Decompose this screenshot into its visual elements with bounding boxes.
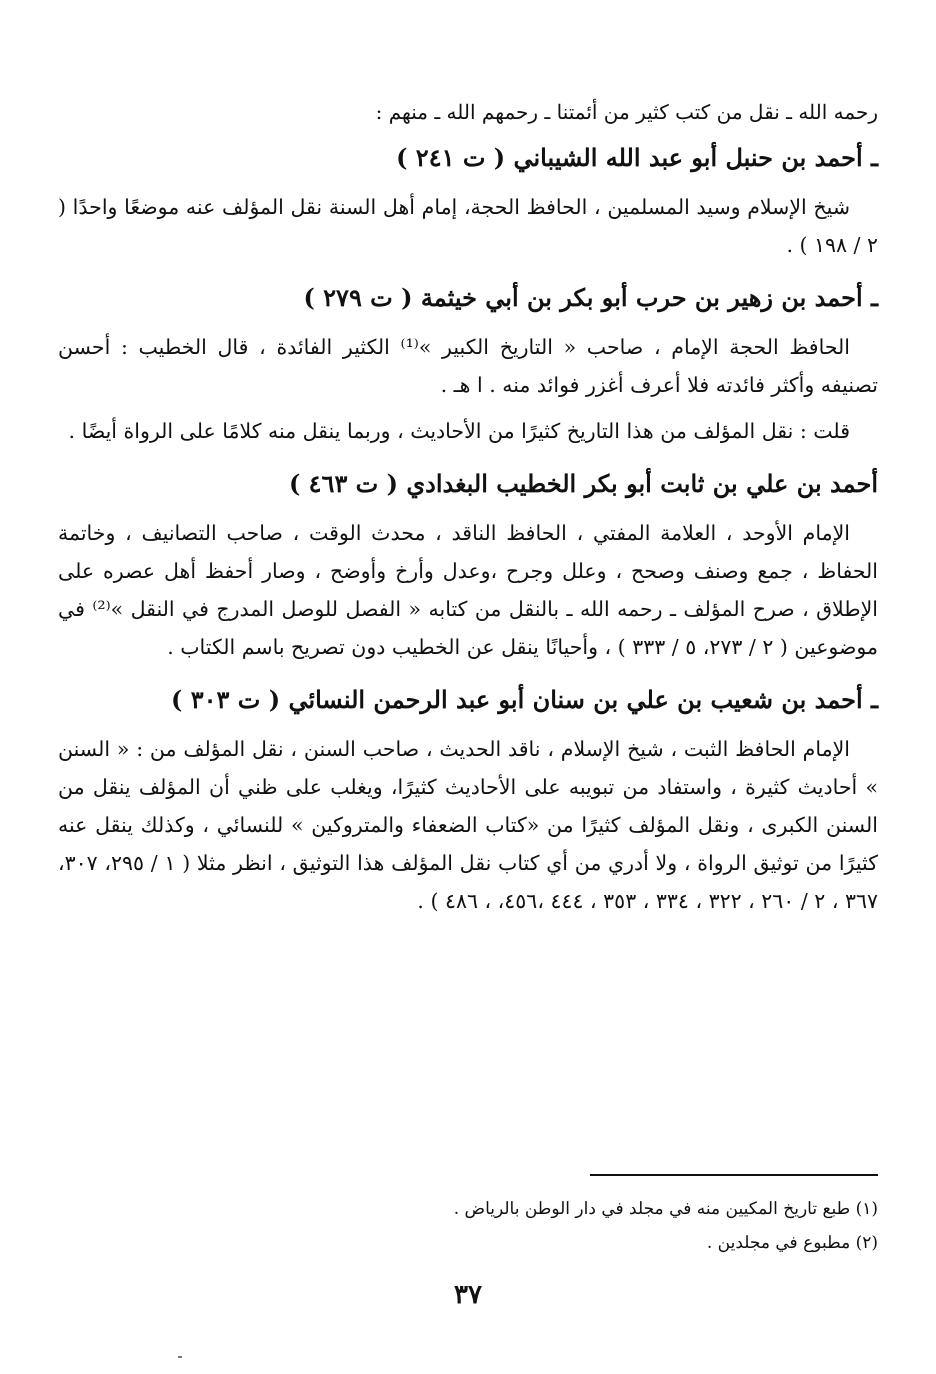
page-number: ٣٧: [454, 1280, 482, 1310]
entry-heading: ـ أحمد بن حنبل أبو عبد الله الشيباني ( ت ٢٤١ ): [396, 143, 878, 172]
entry-paragraph: قلت : نقل المؤلف من هذا التاريخ كثيرًا من الأحاديث ، وربما ينقل منه كلامًا على الرواة أيضًا .: [68, 419, 850, 443]
entry-heading: ـ أحمد بن زهير بن حرب أبو بكر بن أبي خيثمة ( ت ٢٧٩ ): [303, 283, 878, 312]
intro-line: رحمه الله ـ نقل من كتب كثير من أئمتنا ـ رحمهم الله ـ منهم :: [375, 100, 878, 124]
entry-paragraph: الإمام الأوحد ، العلامة المفتي ، الحافظ الناقد ، محدث الوقت ، صاحب التصانيف ، وخاتمة الحفاظ ، جمع وصنف وصحح ، وعلل وجرح ،وعدل وأرخ وأوضح ، وصار أحفظ أهل عصره على الإطلاق ، صرح المؤلف ـ رحمه الله ـ بالنقل من كتابه « الفصل للوصل المدرج في النقل »⁽²⁾ في موضوعين ( ٢ / ٢٧٣، ٥ / ٣٣٣ ) ، وأحيانًا ينقل عن الخطيب دون تصريح باسم الكتاب .: [58, 521, 878, 659]
entry-paragraph: الإمام الحافظ الثبت ، شيخ الإسلام ، ناقد الحديث ، صاحب السنن ، نقل المؤلف من : « السنن » أحاديث كثيرة ، واستفاد من تبويبه على الأحاديث كثيرًا، ويغلب على ظني أن المؤلف ينقل من السنن الكبرى ، ونقل المؤلف كثيرًا من «كتاب الضعفاء والمتروكين » للنسائي ، وكذلك ينقل عنه كثيرًا من توثيق الرواة ، ولا أدري من أي كتاب نقل المؤلف هذا التوثيق ، انظر مثلا ( ١ / ٢٩٥، ٣٠٧، ٣٦٧ ، ٢ / ٢٦٠ ، ٣٢٢ ، ٣٣٤ ، ٣٥٣ ، ٤٤٤ ،٤٥٦، ، ٤٨٦ ) .: [58, 737, 878, 913]
scan-speck: [178, 1356, 182, 1358]
footnote-1: (١) طبع تاريخ المكيين منه في مجلد في دار الوطن بالرياض .: [453, 1199, 878, 1219]
footnotes: [58, 1192, 878, 1260]
footnote-2: (٢) مطبوع في مجلدين .: [706, 1233, 878, 1253]
page-body: [58, 92, 878, 934]
entry-al-khatib-al-baghdadi: [58, 464, 878, 666]
entry-heading: أحمد بن علي بن ثابت أبو بكر الخطيب البغدادي ( ت ٤٦٣ ): [288, 469, 878, 498]
entry-ahmad-ibn-hanbal: [58, 138, 878, 264]
entry-paragraph: شيخ الإسلام وسيد المسلمين ، الحافظ الحجة، إمام أهل السنة نقل المؤلف عنه موضعًا واحدًا ( ٢ / ١٩٨ ) .: [58, 195, 878, 257]
entry-paragraph: الحافظ الحجة الإمام ، صاحب « التاريخ الكبير »⁽¹⁾ الكثير الفائدة ، قال الخطيب : أحسن تصنيفه وأكثر فائدته فلا أعرف أغزر فوائد منه . ا هـ .: [58, 335, 878, 397]
entry-al-nasai: [58, 680, 878, 920]
entry-heading: ـ أحمد بن شعيب بن علي بن سنان أبو عبد الرحمن النسائي ( ت ٣٠٣ ): [171, 685, 878, 714]
footnote-separator: [590, 1174, 878, 1176]
entry-ibn-abi-khaythama: [58, 278, 878, 450]
